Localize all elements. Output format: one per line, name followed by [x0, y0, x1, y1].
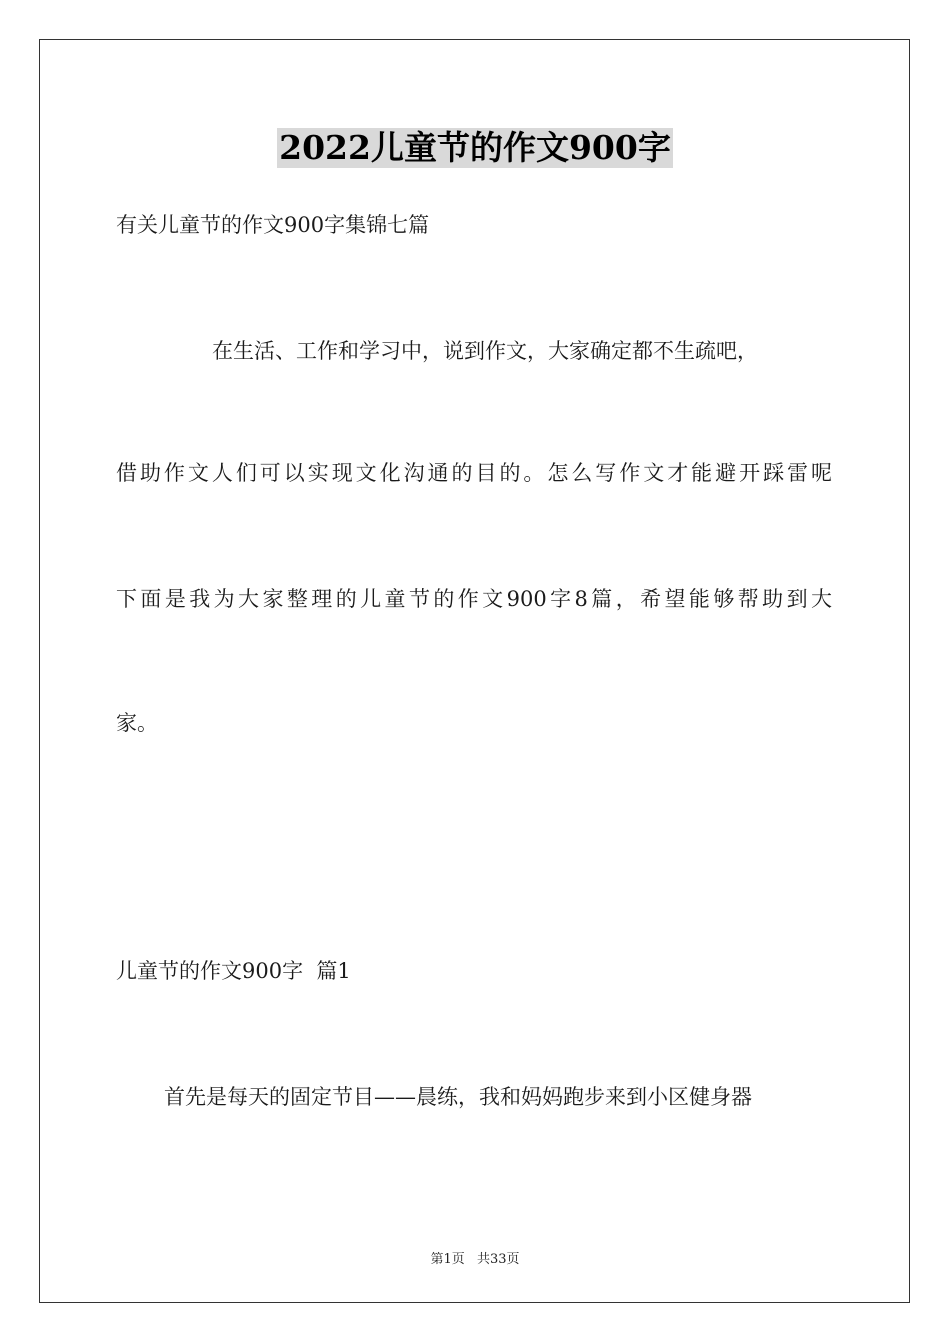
intro-line-3: 下面是我为大家整理的儿童节的作文900字8篇，希望能够帮助到大: [116, 587, 832, 611]
page-number: 第1页: [430, 1252, 465, 1267]
section-heading: 儿童节的作文900字 篇1: [116, 959, 351, 983]
title-container: [0, 128, 950, 168]
document-title: 2022儿童节的作文900字: [279, 128, 671, 167]
page-footer: [0, 1248, 950, 1267]
document-subtitle: 有关儿童节的作文900字集锦七篇: [116, 213, 430, 237]
intro-line-4: 家。: [116, 711, 158, 735]
intro-line-1: 在生活、工作和学习中，说到作文，大家确定都不生疏吧，: [212, 339, 758, 363]
intro-line-2: 借助作文人们可以实现文化沟通的目的。怎么写作文才能避开踩雷呢: [116, 461, 832, 485]
page-total: 共33页: [476, 1252, 520, 1267]
section-paragraph-line-1: 首先是每天的固定节目——晨练，我和妈妈跑步来到小区健身器: [164, 1085, 752, 1109]
